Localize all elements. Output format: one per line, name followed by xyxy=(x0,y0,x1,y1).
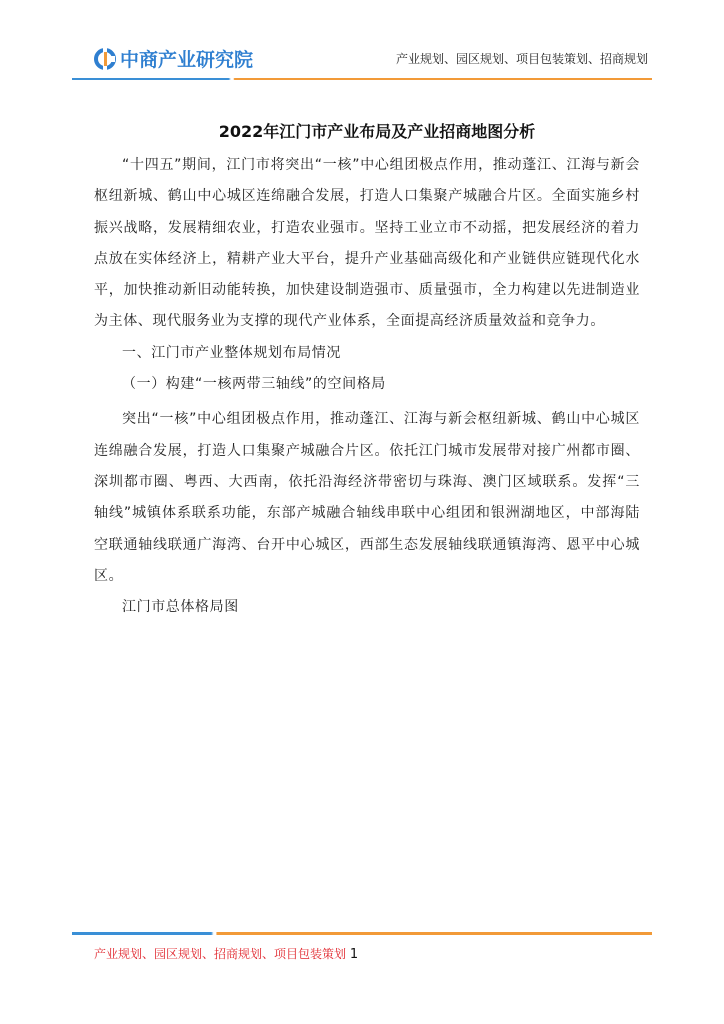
document-title: 2022年江门市产业布局及产业招商地图分析 xyxy=(218,122,536,141)
document-body xyxy=(94,118,640,623)
header-tagline: 产业规划、园区规划、项目包装策划、招商规划 xyxy=(395,52,648,66)
subsection-paragraph: 突出“一核”中心组团极点作用，推动蓬江、江海与新会枢纽新城、鹤山中心城区连绵融合发展，打造人口集聚产城融合片区。依托江门城市发展带对接广州都市圈、深圳都市圈、粤西、大西南，依托沿海经济带密切与珠海、澳门区域联系。发挥“三轴线”城镇体系联系功能，东部产城融合轴线串联中心组团和银洲湖地区，中部海陆空联通轴线联通广海湾、台开中心城区，西部生态发展轴线联通镇海湾、恩平中心城区。 xyxy=(94,411,640,584)
section-heading: 一、江门市产业整体规划布局情况 xyxy=(122,344,341,361)
figure-caption: 江门市总体格局图 xyxy=(122,599,239,616)
intro-paragraph: “十四五”期间，江门市将突出“一核”中心组团极点作用，推动蓬江、江海与新会枢纽新城、鹤山中心城区连绵融合发展，打造人口集聚产城融合片区。全面实施乡村振兴战略，发展精细农业，打造农业强市。坚持工业立市不动摇，把发展经济的着力点放在实体经济上，精耕产业大平台，提升产业基础高级化和产业链供应链现代化水平，加快推动新旧动能转换，加快建设制造强市、质量强市，全力构建以先进制造业为主体、现代服务业为支撑的现代产业体系，全面提高经济质量效益和竞争力。 xyxy=(94,157,640,330)
page-number: 1 xyxy=(349,947,359,962)
footer-tagline: 产业规划、园区规划、招商规划、项目包装策划 xyxy=(94,947,347,961)
page-header xyxy=(72,40,652,80)
header-divider xyxy=(72,78,652,80)
subsection-heading: （一）构建“一核两带三轴线”的空间格局 xyxy=(122,376,386,393)
logo-text: 中商产业研究院 xyxy=(120,49,254,71)
page-footer xyxy=(94,945,358,962)
logo-icon xyxy=(94,48,116,70)
company-logo xyxy=(94,45,253,72)
footer-divider xyxy=(72,932,652,935)
